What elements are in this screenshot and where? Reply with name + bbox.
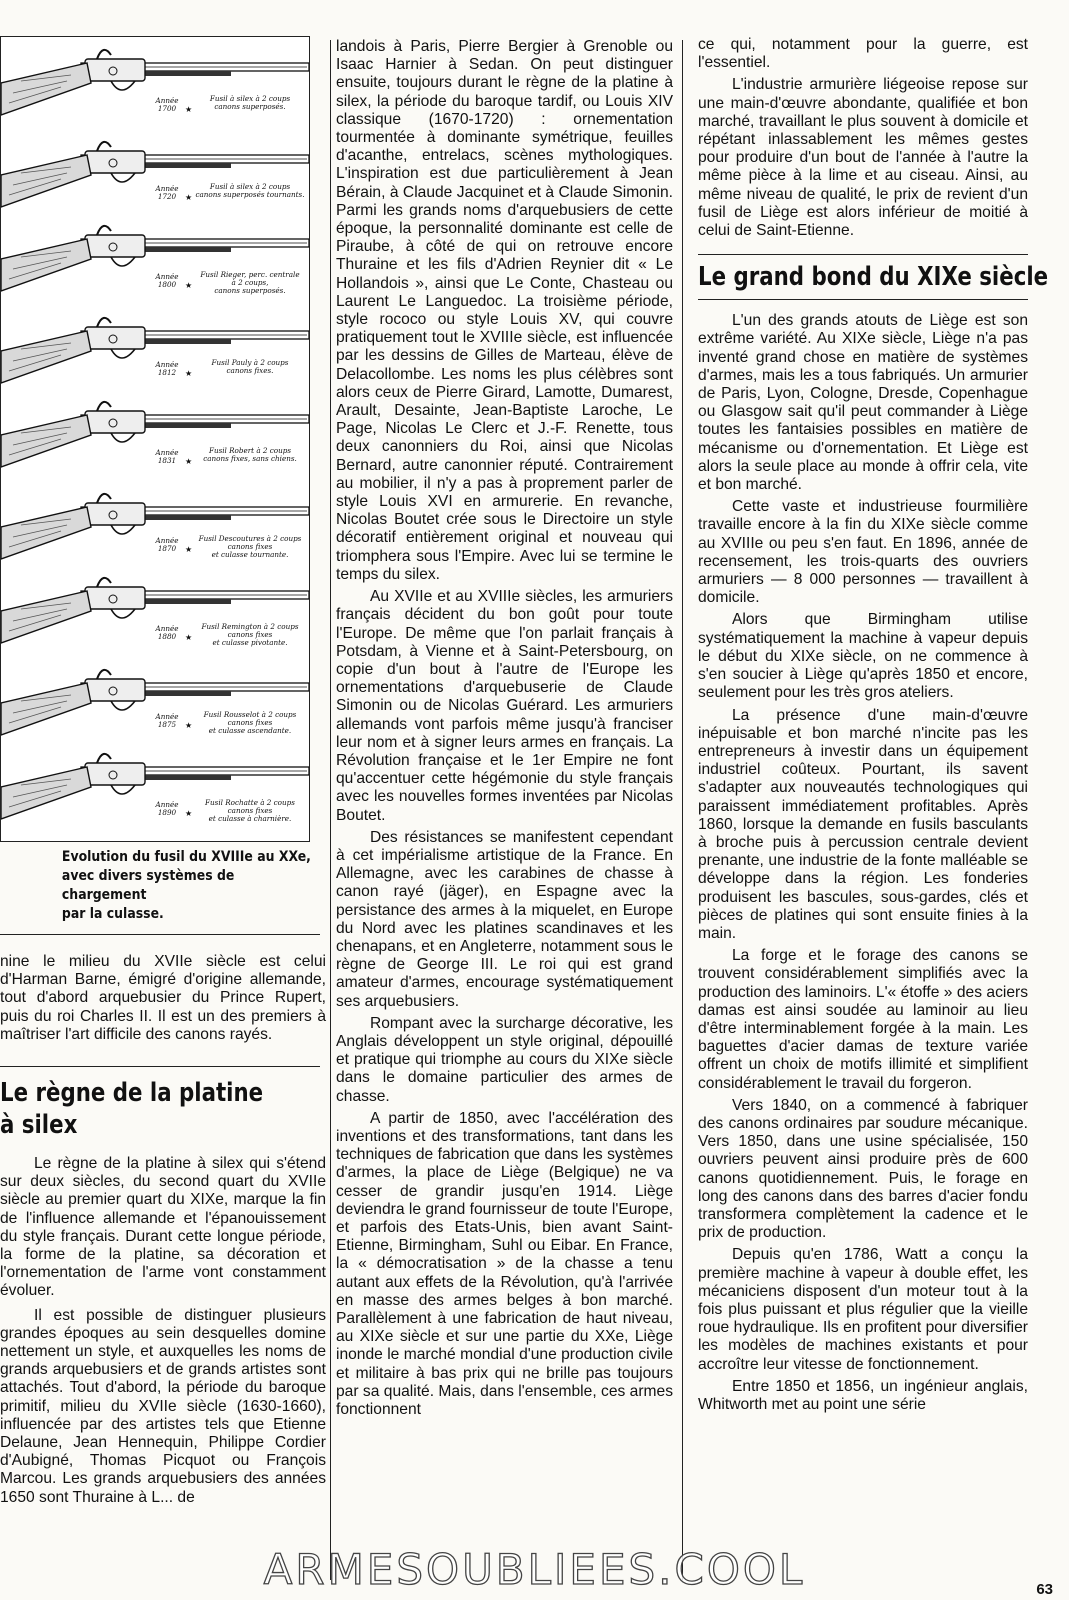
gun-description-line: Fusil Robert à 2 coups xyxy=(208,446,292,455)
gun-description-line: Fusil Remington à 2 coups xyxy=(201,622,299,631)
gun-description xyxy=(191,95,309,111)
gun-evolution-figure xyxy=(0,36,310,842)
figure-caption: Evolution du fusil du XVIIIe au XXe, avec divers systèmes de chargement par la culasse. xyxy=(61,849,311,922)
year-value: 1880 xyxy=(157,632,177,641)
gun-illustration-row xyxy=(1,43,310,123)
paragraph-intro: nine le milieu du XVIIe siècle est celui d'Harman Barne, émigré d'origine allemande, tout d'abord arquebusier du Prince Rupert, puis du roi Charles II. Il est un des premiers à maîtriser l'art difficile des canons rayés. xyxy=(0,953,326,1043)
year-value: 1870 xyxy=(157,544,177,553)
paragraph: landois à Paris, Pierre Bergier à Grenoble ou Isaac Harnier à Sedan. On peut distinguer ensuite, toujours durant le règne de la platine à silex, la période du baroque tardif, ou Louis XIV classique (1670-1720) : ornementation tourmentée à dominante symétrique, feuilles d'acanthe, entrelacs, scènes mythologiques. L'inspiration est due particulièrement à Jean Bérain, à Claude Jacquinet et à Claude Simonin. Parmi les grands noms d'arquebusiers de cette époque, la personnalité dominante est celle de Piraube, à côté de qui on retrouve encore Thuraine et les fils d'Adrien Reynier dit « Le Hollandois », ainsi que Le Conte, Chasteau ou Laurent Le Languedoc. La troisième période, style rococo ou style Louis XV, qui couvre pratiquement tout le XVIIIe siècle, est influencée par les dessins de Gilles de Marteau, élève de Delacollombe. Les noms les plus célèbres sont alors ceux de Pierre Girard, Lamotte, Dumarest, Arault, Desainte, Jean-Baptiste Laroche, Le Page, Nicolas Le Clerc et J.-F. Renette, tous deux canonniers du Roi, ainsi que Nicolas Bernard, autre canonnier réputé. Contrairement au mobilier, il n'y a pas à proprement parler de style Louis XVI en armurerie. En revanche, Nicolas Boutet crée sous le Directoire un style décoratif entièrement original et nouveau qui triomphera sous l'Empire. Avec lui se termine le temps du silex. xyxy=(336,38,673,583)
gun-description-line: et culasse ascendante. xyxy=(208,726,292,735)
year-value: 1831 xyxy=(157,456,177,465)
column-rule-right xyxy=(682,40,683,1580)
year-value: 1800 xyxy=(157,280,177,289)
gun-description-line: canons superposés. xyxy=(214,286,286,295)
year-caption: Année xyxy=(155,272,179,281)
gun-description-line: canons fixes xyxy=(227,718,273,727)
gun-description-line: canons fixes xyxy=(227,630,273,639)
gun-description xyxy=(191,799,309,823)
year-value: 1720 xyxy=(157,192,177,201)
star-icon: ★ xyxy=(185,457,193,466)
column-1 xyxy=(0,36,326,1507)
column-3 xyxy=(698,36,1049,1414)
year-caption: Année xyxy=(155,448,179,457)
paragraph: La présence d'une main-d'œuvre inépuisable et bon marché n'incite pas les entrepreneurs à investir dans un équipement industriel coûteux. Pourtant, ils savent s'adapter aux nouveautés technologiques qui paraissent immédiatement profitables. Après 1860, lorsque la demande en fusils basculants à broche puis à percussion centrale devient prenante, une industrie de la fonte malléable se développe dans la région. Les fonderies produisent les bascules, sous-gardes, clés et pièces de platines qui sont ensuite finies à la main. xyxy=(698,706,1028,942)
gun-description-line: canons fixes xyxy=(227,806,273,815)
gun-description-line: Fusil à silex à 2 coups xyxy=(209,94,291,103)
gun-description-line: canons fixes xyxy=(227,542,273,551)
paragraph: Des résistances se manifestent cependant à cet impérialisme artistique de la France. En Allemagne, avec les carabines de chasse à canon rayé (jäger), en Espagne avec la persistance des armes à la miquelet, en Europe du Nord avec les platines scandinaves et les chenapans, et en Angleterre, notamment sous le règne de George III. Le roi qui est grand amateur d'armes, encourage systématiquement ses arquebusiers. xyxy=(336,828,673,1010)
gun-year-label xyxy=(149,713,185,729)
year-caption: Année xyxy=(155,712,179,721)
column-rule-left xyxy=(330,40,331,1580)
star-icon: ★ xyxy=(185,281,193,290)
gun-description xyxy=(191,623,309,647)
paragraph: La forge et le forage des canons se trouvent considérablement simplifiés avec la production des laminoirs. L'« étoffe » des aciers damas est ainsi soudée au laminoir au lieu d'être interminablement forgée à la main. Les baguettes d'acier damas de texture variée offrent un choix de motifs illimité et simplifient considérablement le travail du forgeron. xyxy=(698,947,1028,1092)
gun-description xyxy=(191,535,309,559)
column-2 xyxy=(336,38,673,1419)
gun-year-label xyxy=(149,801,185,817)
section-heading-platine-line2: à silex xyxy=(0,1110,78,1141)
gun-description xyxy=(191,447,309,463)
paragraph: Il est possible de distinguer plusieurs grandes époques au sein desquelles domine nettement un style, et auxquelles les noms de grands arquebusiers et de grands artistes sont attachés. Tout d'abord, la période du baroque primitif, milieu du XVIIe siècle (1630-1660), influencée par des artistes tels que Etienne Delaune, Jean Hennequin, Philippe Cordier d'Aubigné, Thomas Picquot ou François Marcou. Les grands arquebusiers des années 1650 sont Thuraine à L... de xyxy=(0,1306,326,1506)
year-caption: Année xyxy=(155,624,179,633)
gun-year-label xyxy=(149,625,185,641)
paragraph: Au XVIIe et au XVIIIe siècles, les armuriers français décident du bon goût pour toute l'Europe. De même que l'on parlait français à Potsdam, à Vienne et à Saint-Petersbourg, on copie d'un bout à l'autre de l'Europe les ornementations d'arquebuserie de Claude Simonin ou de Nicolas Guérard. Les armuriers allemands vont parfois même jusqu'à franciser leur nom et à signer leurs armes en français. La Révolution française et le 1er Empire ne font qu'accentuer cette hégémonie du style français avec les nouvelles formes inventées par Nicolas Boutet. xyxy=(336,588,673,824)
year-caption: Année xyxy=(155,800,179,809)
gun-description-line: Fusil à silex à 2 coups xyxy=(209,182,291,191)
year-caption: Année xyxy=(155,536,179,545)
paragraph: Le règne de la platine à silex qui s'étend sur deux siècles, du second quart du XVIIe siècle au premier quart du XIXe, marque la fin de l'influence allemande et l'épanouissement du style français. Durant cette longue période, la forme de la platine, sa décoration et l'ornementation de l'arme vont constamment évoluer. xyxy=(0,1155,326,1300)
gun-year-label xyxy=(149,273,185,289)
paragraph: ce qui, notamment pour la guerre, est l'essentiel. xyxy=(698,36,1028,72)
gun-description-line: et culasse à charnière. xyxy=(208,814,292,823)
gun-description-line: canons fixes. xyxy=(226,366,274,375)
year-value: 1700 xyxy=(157,104,177,113)
gun-illustration-row xyxy=(1,747,310,827)
gun-description xyxy=(191,711,309,735)
gun-illustration-row xyxy=(1,219,310,299)
watermark: ARMESOUBLIEES.COOL xyxy=(263,1545,806,1594)
page-number: 63 xyxy=(1036,1581,1053,1598)
paragraph: L'industrie armurière liégeoise repose sur une main-d'œuvre abondante, qualifiée et bon marché, travaillant le plus souvent à domicile et répétant inlassablement les mêmes gestes pour produire d'un bout de l'année à l'autre la même pièce à la lime et au ciseau. Ainsi, au même niveau de qualité, le prix de revient d'un fusil de Liège est alors inférieur de moitié à celui de Saint-Etienne. xyxy=(698,76,1028,240)
paragraph: Alors que Birmingham utilise systématiquement la machine à vapeur depuis le début du XIXe siècle, on ne commence à s'en soucier à Liège qu'après 1850 et encore, seulement pour les très gros ateliers. xyxy=(698,611,1028,702)
star-icon: ★ xyxy=(185,545,193,554)
gun-description-line: canons superposés tournants. xyxy=(195,190,305,199)
star-icon: ★ xyxy=(185,633,193,642)
star-icon: ★ xyxy=(185,721,193,730)
gun-description-line: Fusil Rieger, perc. centrale xyxy=(200,270,300,279)
gun-year-label xyxy=(149,537,185,553)
gun-year-label xyxy=(149,361,185,377)
star-icon: ★ xyxy=(185,809,193,818)
gun-year-label xyxy=(149,185,185,201)
year-caption: Année xyxy=(155,360,179,369)
star-icon: ★ xyxy=(185,105,193,114)
gun-illustration-row xyxy=(1,395,310,475)
paragraph: Vers 1840, on a commencé à fabriquer des canons ordinaires par soudure mécanique. Vers 1850, dans une usine spécialisée, 150 ouvriers peuvent ainsi produire près de 600 canons quotidiennement. Puis, le forage en long des canons dans des barres d'acier fondu transformera complètement la cadence et le prix de production. xyxy=(698,1096,1028,1242)
paragraph: Depuis qu'en 1786, Watt a conçu la première machine à vapeur à double effet, les mécaniciens disposent d'un moteur tout à la fois plus puissant et plus régulier que la vieille roue hydraulique. Ils en profitent pour diversifier les modèles de machines existants et pour accroître leur vitesse de fonctionnement. xyxy=(698,1246,1028,1373)
paragraph: Cette vaste et industrieuse fourmilière travaille encore à la fin du XIXe siècle comme au XVIIIe ou peu s'en faut. En 1896, année de recensement, les trois-quarts des ouvriers armuriers — 8 000 personnes — travaillent à domicile. xyxy=(698,498,1028,607)
section-heading-platine: Le règne de la platine xyxy=(0,1078,264,1109)
gun-illustration-row xyxy=(1,659,310,739)
gun-illustration-row xyxy=(1,131,310,211)
gun-illustration-row xyxy=(1,307,310,387)
gun-description-line: Fusil Descoutures à 2 coups xyxy=(198,534,302,543)
year-value: 1875 xyxy=(157,720,177,729)
gun-illustration-row xyxy=(1,571,310,651)
year-value: 1812 xyxy=(157,368,177,377)
gun-year-label xyxy=(149,449,185,465)
gun-description xyxy=(191,359,309,375)
year-caption: Année xyxy=(155,96,179,105)
gun-year-label xyxy=(149,97,185,113)
gun-description-line: canons fixes, sans chiens. xyxy=(203,454,297,463)
gun-illustration-row xyxy=(1,483,310,563)
star-icon: ★ xyxy=(185,193,193,202)
star-icon: ★ xyxy=(185,369,193,378)
gun-description-line: Fusil Pauly à 2 coups xyxy=(211,358,289,367)
year-value: 1890 xyxy=(157,808,177,817)
paragraph: L'un des grands atouts de Liège est son extrême variété. Au XIXe siècle, Liège n'a pas inventé grand chose en matière de systèmes d'armes, mais les a tous fabriqués. Un armurier de Paris, Lyon, Cologne, Dresde, Copenhague ou Glasgow sait qu'il peut commander à Liège toutes les fantaisies possibles en matière de mécanisme ou d'ornementation. Et Liège est alors la seule place au monde à offrir cela, vite et bon marché. xyxy=(698,312,1028,494)
gun-description-line: Fusil Rochatte à 2 coups xyxy=(205,798,295,807)
gun-description xyxy=(191,271,309,295)
gun-description-line: Fusil Rousselot à 2 coups xyxy=(203,710,297,719)
gun-description xyxy=(191,183,309,199)
paragraph: Rompant avec la surcharge décorative, les Anglais développent un style original, dépouillé et pratique qui triomphe au cours du XIXe siècle dans le domaine particulier des armes de chasse. xyxy=(336,1014,673,1105)
section-heading-grand-bond: Le grand bond du XIXe siècle xyxy=(698,262,1049,293)
gun-description-line: et culasse pivotante. xyxy=(212,638,288,647)
gun-description-line: canons superposés. xyxy=(214,102,286,111)
paragraph: Entre 1850 et 1856, un ingénieur anglais, Whitworth met au point une série xyxy=(698,1377,1028,1414)
year-caption: Année xyxy=(155,184,179,193)
paragraph: A partir de 1850, avec l'accélération des inventions et des transformations, tant dans les techniques de fabrication que dans les systèmes d'armes, la place de Liège (Belgique) ne va cesser de grandir jusqu'en 1914. Liège deviendra le grand fournisseur de toute l'Europe, et parfois des Etats-Unis, bien avant Saint-Etienne, Birmingham, Suhl ou Eibar. En France, la « démocratisation » de la chasse a tenu autant aux effets de la Révolution, qu'à l'arrivée en masse des armes belges à bon marché. Parallèlement à une fabrication de haut niveau, au XIXe siècle et sur une partie du XXe, Liège inonde le marché mondial d'une production civile et militaire à bas prix qui ne brille pas toujours par sa qualité. Mais, dans l'ensemble, ces armes fonctionnent xyxy=(336,1109,673,1419)
gun-description-line: à 2 coups, xyxy=(231,278,269,287)
gun-description-line: et culasse tournante. xyxy=(211,550,289,559)
